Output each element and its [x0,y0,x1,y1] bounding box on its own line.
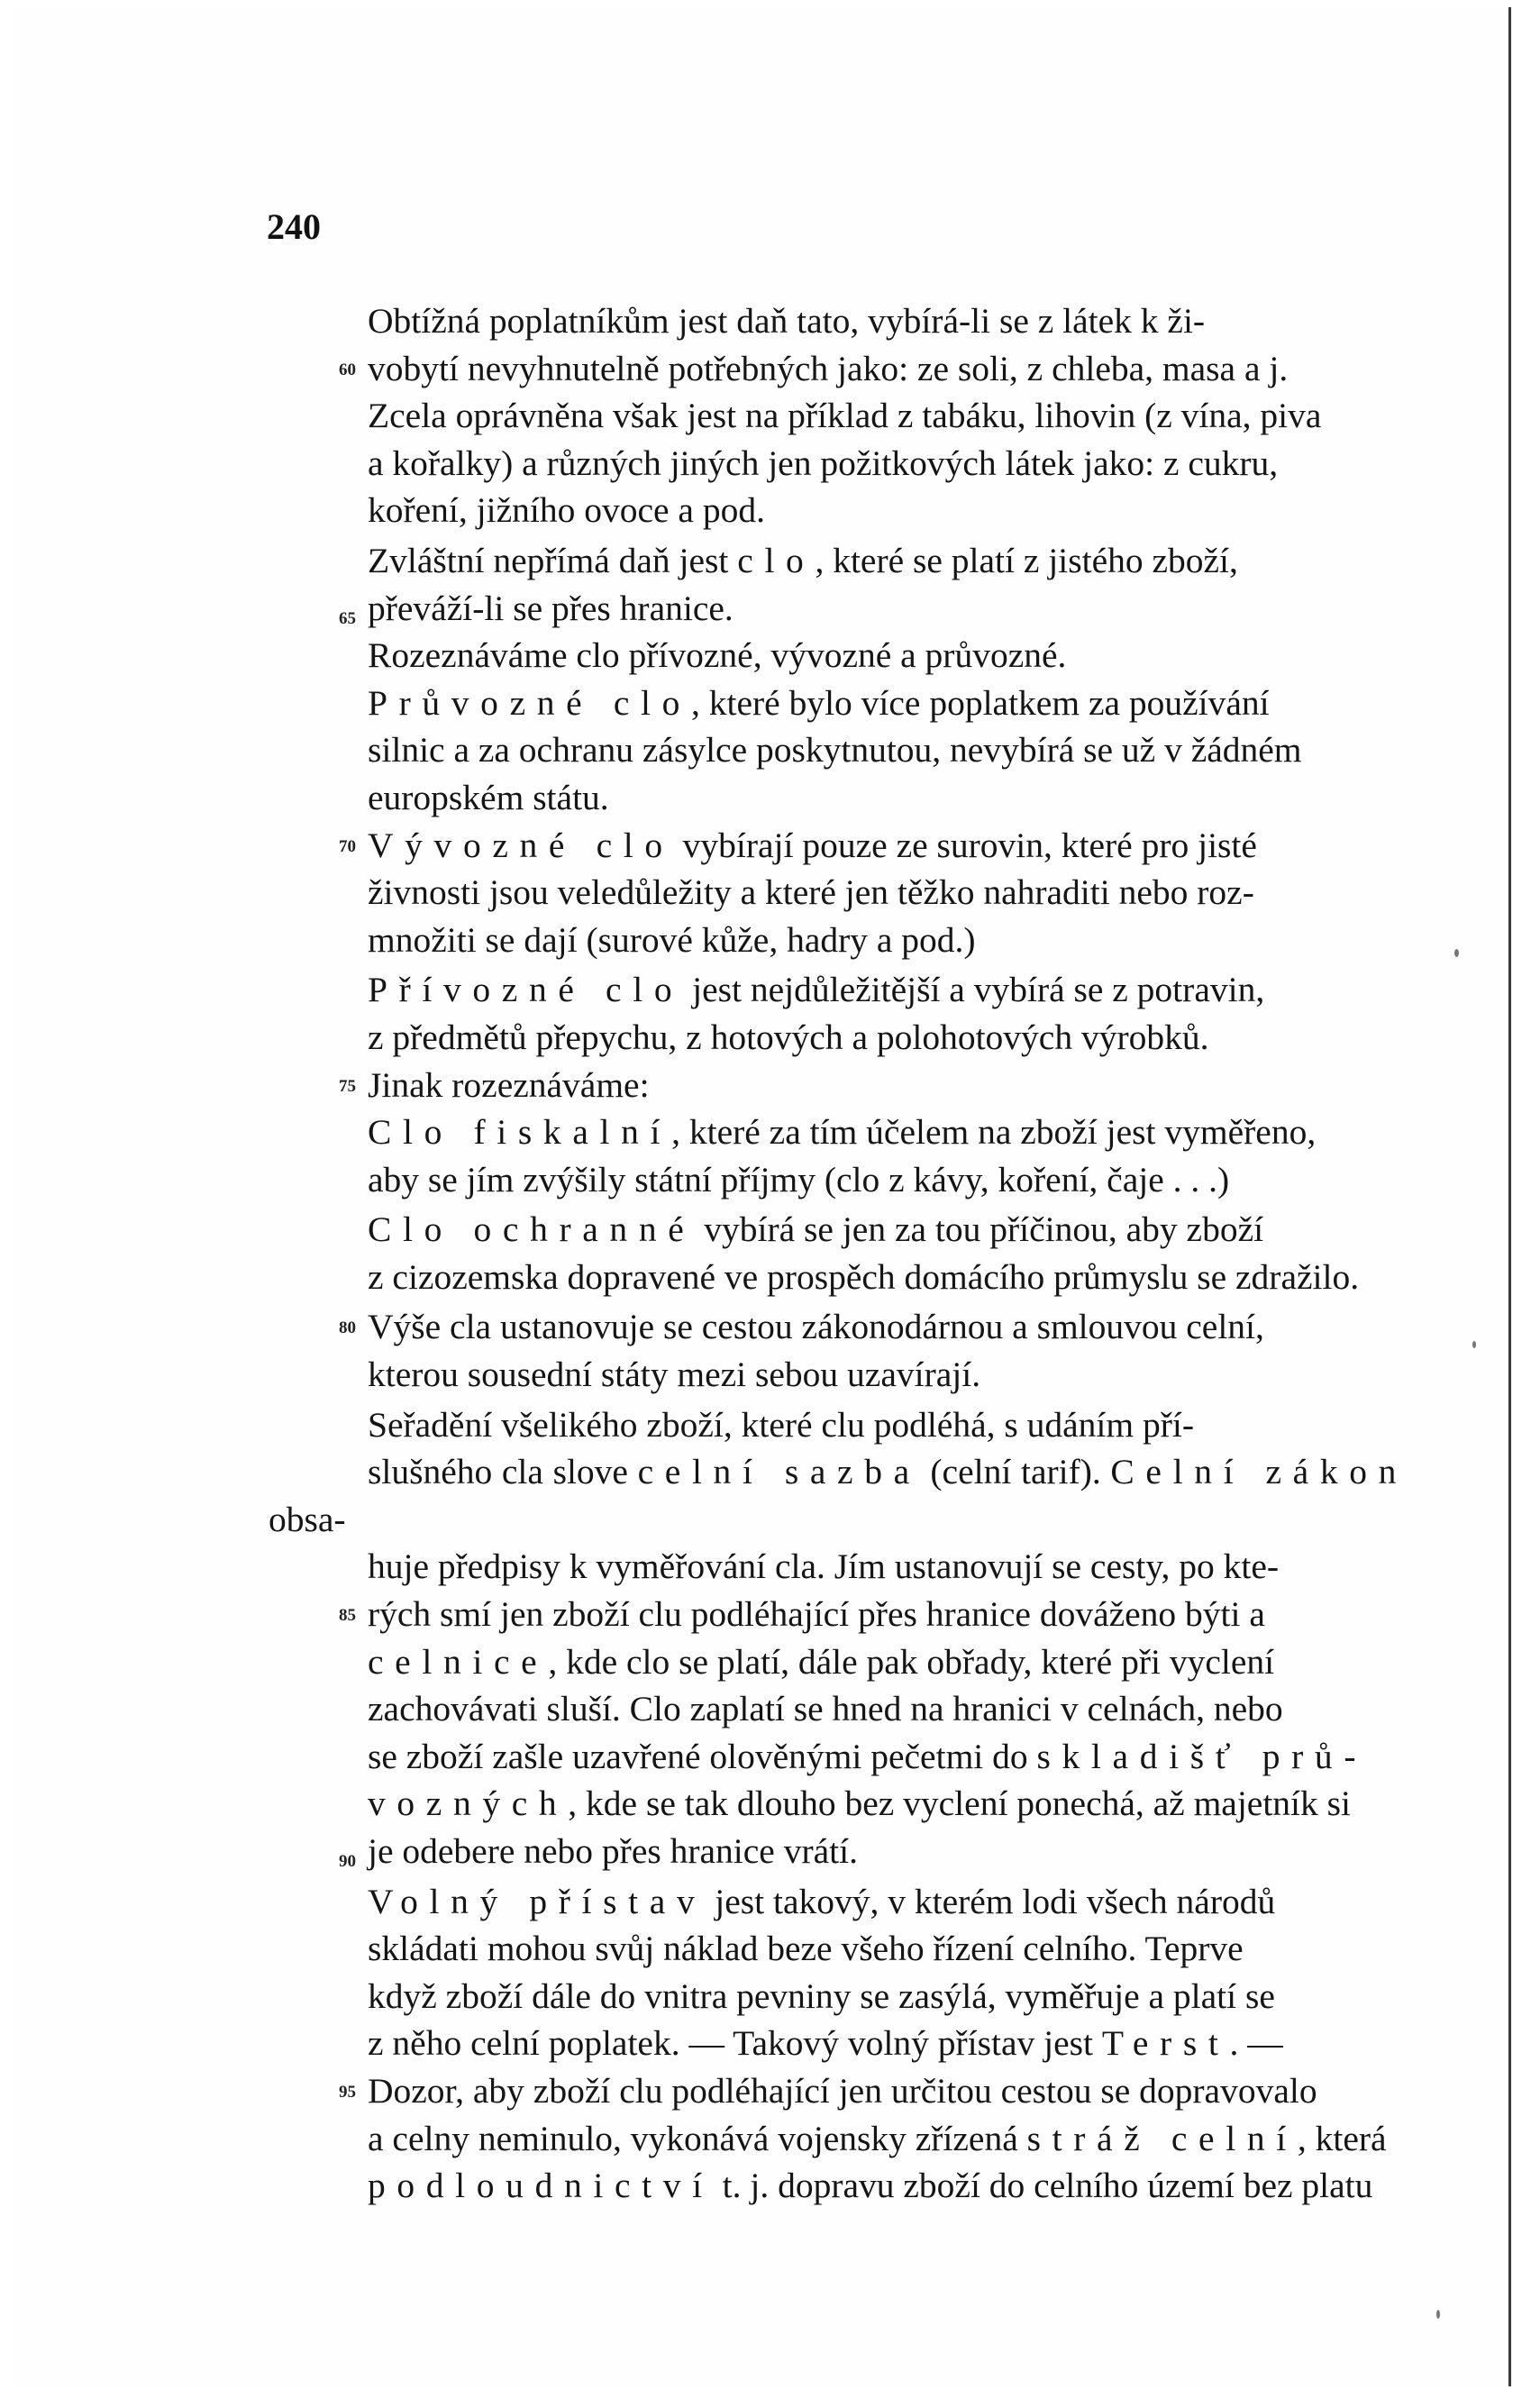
text-line: skládati mohou svůj náklad beze všeho řízení celního. Teprve [368,1929,1244,1969]
text-line: když zboží dále do vnitra pevniny se zasýlá, vyměřuje a platí se [368,1975,1275,2016]
text-line: Průvozné clo, které bylo více poplatkem za používání [368,682,1270,723]
text-line: 65 převáží-li se přes hranice. [269,585,1408,633]
line-number: 65 [339,608,356,628]
emphasis-term: Volný přístav [368,1881,706,1921]
emphasis-term: Celní zákon [1110,1452,1408,1492]
text-line: živnosti jsou veledůležity a které jen těžko nahraditi nebo roz- [368,872,1254,913]
stray-mark [1472,1341,1476,1348]
paragraph-pruvozne [269,680,1408,822]
text-line: 70 Vývozné clo vybírají pouze ze surovin, které pro jisté [269,822,1408,870]
text-line: 75 Jinak rozeznáváme: [269,1062,1408,1109]
text-line: Přívozné clo jest nejdůležitější a vybírá se z potravin, [368,970,1265,1010]
text-line: množiti se dají (surové kůže, hadry a pod.) [368,919,976,960]
text-line: z předmětů přepychu, z hotových a polohotových výrobků. [368,1017,1209,1057]
text-line: huje předpisy k vyměřování cla. Jím ustanovují se cesty, po kte- [368,1546,1280,1587]
emphasis-term: Vývozné clo [368,825,674,865]
stray-mark [1436,2310,1440,2319]
page-number: 240 [267,206,321,247]
paragraph-celni-sazba [269,1401,1408,1875]
text-line: vozných, kde se tak dlouho bez vyclení ponechá, až majetník si [368,1783,1352,1824]
text-line: a kořalky) a různých jiných jen požitkových látek jako: z cukru, [368,442,1279,483]
emphasis-term: Přívozné clo [368,970,684,1010]
emphasis-term: vozných [368,1783,569,1824]
text-line: Rozeznáváme clo přívozné, vývozné a průvozné. [368,635,1067,676]
emphasis-term: celní sazba [637,1452,921,1492]
emphasis-term: Terst [1101,2023,1230,2064]
text-line: Obtížná poplatníkům jest daň tato, vybírá-li se z látek k ži- [368,301,1206,341]
text-line: silnic a za ochranu zásylce poskytnutou, nevybírá se už v žádném [368,730,1302,771]
paragraph-clo-types [269,632,1408,680]
paragraph-vyvozne [269,822,1408,964]
emphasis-term: stráž celní [1026,2118,1298,2158]
text-line: zachovávati sluší. Clo zaplatí se hned na hranici v celnách, nebo [368,1689,1283,1729]
text-line: Zvláštní nepřímá daň jest clo, které se platí z jistého zboží, [368,540,1238,580]
paragraph-volny-pristav [269,1878,1408,2210]
emphasis-term: skladišť prů- [1036,1736,1368,1776]
text-line: podloudnictví t. j. dopravu zboží do celního území bez platu [368,2166,1373,2206]
text-line: celnice, kde clo se platí, dále pak obřady, které při vyclení [368,1641,1275,1682]
paragraph-jinak [269,1062,1408,1109]
text-line: a celny neminulo, vykonává vojensky zřízená stráž celní, která [368,2118,1387,2158]
text-line: 85 rých smí jen zboží clu podléhající přes hranice dováženo býti a [269,1591,1408,1638]
text-line: Clo ochranné vybírá se jen za tou příčinou, aby zboží [368,1209,1264,1250]
paragraph-fiskalni [269,1108,1408,1203]
line-number: 75 [339,1076,356,1096]
emphasis-term: Clo ochranné [368,1209,696,1250]
text-line: 60 vobytí nevyhnutelně potřebných jako: ze soli, z chleba, masa a j. [269,345,1408,393]
text-line: slušného cla slove celní sazba (celní tarif). Celní zákon obsa- [269,1452,1408,1539]
emphasis-term: Clo fiskalní [368,1112,672,1153]
paragraph-privozne [269,966,1408,1061]
line-number: 70 [339,836,356,856]
paragraph-vyse-cla [269,1303,1408,1398]
stray-mark [1454,949,1459,957]
line-number: 90 [339,1852,356,1871]
emphasis-term: celnice [368,1641,549,1682]
text-line: Seřadění všelikého zboží, které clu podléhá, s udáním pří- [368,1404,1194,1445]
text-line: Volný přístav jest takový, v kterém lodi všech národů [368,1881,1276,1921]
paragraph-ochranne [269,1206,1408,1300]
emphasis-term: clo [737,540,816,580]
text-line: europském státu. [368,777,609,817]
emphasis-term: Průvozné clo [368,682,691,723]
text-line: 90 je odebere nebo přes hranice vrátí. [269,1828,1408,1875]
text-line: z něho celní poplatek. — Takový volný přístav jest Terst. — [368,2023,1283,2064]
text-line: 95 Dozor, aby zboží clu podléhající jen určitou cestou se dopravovalo [269,2067,1408,2115]
text-line: kterou sousední státy mezi sebou uzavírají. [368,1355,981,1395]
paragraph-clo-definition [269,537,1408,632]
paragraph-tax-burden [269,297,1408,534]
line-number: 85 [339,1606,356,1626]
line-number: 60 [339,360,356,379]
text-line: Clo fiskalní, které za tím účelem na zboží jest vyměřeno, [368,1112,1317,1153]
text-line: koření, jižního ovoce a pod. [368,490,765,531]
line-number: 80 [339,1318,356,1338]
text-line: aby se jím zvýšily státní příjmy (clo z kávy, koření, čaje . . .) [368,1159,1230,1200]
emphasis-term: podloudnictví [368,2166,714,2206]
text-line: se zboží zašle uzavřené olověnými pečetmi do skladišť prů- [368,1736,1368,1776]
line-number: 95 [339,2082,356,2102]
text-line: Zcela oprávněna však jest na příklad z tabáku, lihovin (z vína, piva [368,396,1322,436]
text-line: 80 Výše cla ustanovuje se cestou zákonodárnou a smlouvou celní, [269,1303,1408,1351]
page-body [269,297,1408,2210]
text-line: z cizozemska dopravené ve prospěch domácího průmyslu se zdražilo. [368,1256,1360,1297]
